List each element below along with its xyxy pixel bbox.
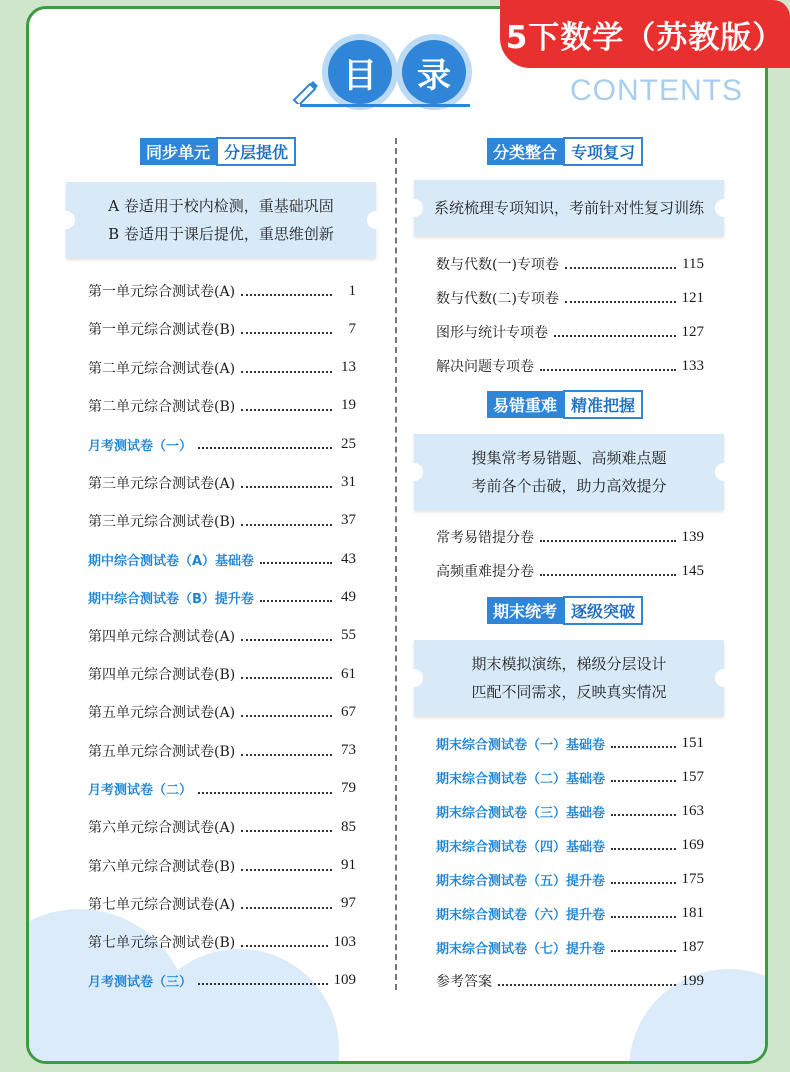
toc-entry[interactable] — [88, 509, 356, 533]
dot-leader — [611, 780, 675, 782]
toc-entry[interactable] — [436, 901, 704, 925]
section-heading-sync-units — [140, 138, 296, 164]
toc-entry-title: 解决问题专项卷 — [436, 359, 534, 375]
toc-entry[interactable] — [88, 700, 356, 724]
toc-entry-page: 31 — [341, 474, 356, 490]
toc-entry[interactable] — [88, 279, 356, 303]
toc-entry-page: 25 — [341, 435, 356, 452]
toc-entry-page: 169 — [681, 836, 704, 853]
note-line: 期末模拟演练，梯级分层设计 — [471, 655, 667, 673]
dot-leader — [241, 371, 332, 373]
dot-leader — [241, 754, 332, 756]
dot-leader — [198, 983, 327, 985]
toc-entry[interactable] — [88, 930, 356, 954]
dot-leader — [540, 540, 676, 542]
dot-leader — [241, 639, 332, 641]
toc-entry-title: 第四单元综合测试卷(A) — [88, 628, 236, 645]
toc-entry-title: 高频重难提分卷 — [436, 564, 534, 580]
dot-leader — [611, 814, 675, 816]
dot-leader — [198, 447, 332, 449]
toc-entry-page: 55 — [341, 627, 356, 644]
column-divider — [395, 138, 397, 990]
section-note — [66, 182, 376, 258]
toc-entry[interactable] — [436, 969, 704, 993]
toc-entry[interactable] — [88, 854, 356, 878]
toc-entry[interactable] — [436, 867, 704, 891]
toc-entry[interactable] — [436, 320, 704, 344]
toc-entry-title: 常考易错提分卷 — [436, 530, 534, 546]
section-note — [414, 434, 724, 510]
toc-entry-page: 199 — [681, 972, 704, 989]
section-heading-error-prone — [487, 391, 643, 417]
section-heading-primary: 期末统考 — [487, 597, 563, 624]
dot-leader — [565, 267, 676, 269]
toc-entry-title: 参考答案 — [436, 974, 492, 990]
toc-entry-page: 61 — [341, 665, 356, 682]
toc-entry-page: 49 — [341, 588, 356, 605]
toc-entry-title: 第三单元综合测试卷(A) — [88, 475, 236, 492]
section-heading-primary: 分类整合 — [487, 138, 563, 165]
toc-entry-page: 115 — [682, 255, 704, 272]
note-line: 匹配不同需求，反映真实情况 — [471, 683, 667, 701]
dot-leader — [554, 335, 676, 337]
toc-entry-page: 121 — [681, 289, 704, 306]
toc-entry-page: 43 — [341, 550, 356, 567]
toc-entry[interactable] — [436, 935, 704, 959]
dot-leader — [241, 907, 332, 909]
note-line: 考前各个击破，助力高效提分 — [471, 477, 667, 495]
toc-entry-title: 第六单元综合测试卷(A) — [88, 820, 236, 837]
pen-icon — [290, 78, 320, 104]
toc-entry-page: 127 — [681, 323, 704, 340]
toc-entry[interactable] — [436, 765, 704, 789]
toc-entry[interactable] — [88, 585, 356, 609]
title-underline — [300, 104, 470, 107]
note-line: 搜集常考易错题、高频难点题 — [471, 449, 667, 467]
toc-entry-page: 13 — [341, 359, 356, 376]
dot-leader — [241, 869, 332, 871]
toc-entry-page: 109 — [333, 971, 356, 988]
toc-entry-page: 7 — [348, 320, 356, 337]
toc-entry[interactable] — [436, 731, 704, 755]
section-heading-primary: 同步单元 — [140, 138, 216, 165]
toc-entry-page: 97 — [341, 895, 356, 912]
dot-leader — [611, 882, 675, 884]
toc-entry-page: 37 — [341, 512, 356, 529]
section-heading-secondary: 专项复习 — [563, 137, 643, 166]
section-note — [414, 640, 724, 716]
note-line: B 卷适用于课后提优，重思维创新 — [108, 225, 334, 243]
toc-entry[interactable] — [88, 739, 356, 763]
toc-entry-title: 第五单元综合测试卷(B) — [88, 743, 236, 760]
toc-entry-title: 期末综合测试卷（二）基础卷 — [436, 771, 606, 787]
toc-entry-title: 第五单元综合测试卷(A) — [88, 705, 236, 722]
toc-entry-title: 图形与统计专项卷 — [436, 325, 548, 341]
toc-entry[interactable] — [88, 662, 356, 686]
toc-entry-title: 数与代数(一)专项卷 — [436, 257, 559, 273]
toc-entry[interactable] — [88, 892, 356, 916]
toc-entry-title: 期末综合测试卷（三）基础卷 — [436, 805, 606, 821]
toc-entry-page: 1 — [348, 282, 356, 299]
dot-leader — [241, 715, 332, 717]
dot-leader — [498, 984, 676, 986]
toc-entry[interactable] — [88, 317, 356, 341]
toc-entry-page: 181 — [681, 904, 704, 921]
note-line: 系统梳理专项知识，考前针对性复习训练 — [433, 199, 704, 217]
toc-entry[interactable] — [436, 286, 704, 310]
dot-leader — [611, 848, 675, 850]
toc-entry-title: 第一单元综合测试卷(A) — [88, 284, 236, 300]
toc-entry[interactable] — [436, 354, 704, 378]
grade-badge: 5下数学（苏教版） — [500, 0, 790, 68]
toc-entry-page: 187 — [681, 938, 704, 955]
dot-leader — [565, 301, 676, 303]
toc-entry-title: 月考测试卷（一） — [88, 438, 193, 454]
toc-entry[interactable] — [88, 356, 356, 380]
toc-entry[interactable] — [436, 252, 704, 276]
dot-leader — [241, 524, 332, 526]
toc-entry[interactable] — [436, 799, 704, 823]
toc-entry-page: 163 — [681, 802, 704, 819]
toc-entry-title: 第四单元综合测试卷(B) — [88, 667, 236, 683]
toc-entry[interactable] — [88, 624, 356, 648]
section-heading-primary: 易错重难 — [487, 391, 563, 418]
section-heading-secondary: 精准把握 — [563, 390, 643, 419]
toc-entry-page: 157 — [681, 768, 704, 785]
toc-entry[interactable] — [88, 815, 356, 839]
dot-leader — [611, 916, 675, 918]
toc-entry-page: 175 — [681, 870, 704, 887]
dot-leader — [611, 746, 675, 748]
section-heading-secondary: 分层提优 — [216, 137, 296, 166]
toc-entry[interactable] — [436, 559, 704, 583]
toc-entry-page: 139 — [681, 528, 704, 545]
title-char-2: 录 — [402, 40, 466, 104]
dot-leader — [260, 562, 332, 564]
toc-entry-title: 期末综合测试卷（五）提升卷 — [436, 873, 606, 889]
toc-entry[interactable] — [88, 968, 356, 992]
dot-leader — [260, 600, 332, 602]
toc-entry-title: 月考测试卷（三） — [88, 974, 193, 990]
dot-leader — [241, 332, 332, 334]
toc-entry-title: 第七单元综合测试卷(A) — [88, 896, 236, 913]
toc-entry-title: 第一单元综合测试卷(B) — [88, 322, 236, 339]
toc-entry[interactable] — [436, 525, 704, 549]
toc-entry-title: 期中综合测试卷（A）基础卷 — [88, 553, 255, 569]
toc-entry-page: 73 — [341, 742, 356, 759]
toc-entry-title: 第二单元综合测试卷(B) — [88, 398, 236, 415]
toc-entry-title: 第三单元综合测试卷(B) — [88, 513, 236, 530]
toc-entry-page: 19 — [341, 397, 356, 414]
title-char-1: 目 — [328, 40, 392, 104]
toc-entry-title: 期中综合测试卷（B）提升卷 — [88, 591, 254, 607]
section-note — [414, 180, 724, 236]
toc-entry-page: 85 — [341, 818, 356, 835]
dot-leader — [198, 792, 332, 794]
dot-leader — [241, 945, 327, 947]
toc-entry-page: 133 — [681, 357, 704, 374]
section-heading-secondary: 逐级突破 — [563, 596, 643, 625]
toc-entry-page: 145 — [681, 562, 704, 579]
toc-entry-title: 数与代数(二)专项卷 — [436, 291, 559, 307]
toc-entry[interactable] — [88, 471, 356, 495]
section-heading-special-review — [487, 138, 643, 164]
toc-entry[interactable] — [436, 833, 704, 857]
toc-entry-title: 期末综合测试卷（六）提升卷 — [436, 907, 606, 923]
toc-entry[interactable] — [88, 432, 356, 456]
toc-entry-title: 月考测试卷（二） — [88, 783, 193, 799]
dot-leader — [241, 294, 332, 296]
toc-entry-title: 期末综合测试卷（一）基础卷 — [436, 737, 606, 753]
toc-entry[interactable] — [88, 547, 356, 571]
toc-entry-page: 79 — [341, 780, 356, 797]
toc-entry-title: 第六单元综合测试卷(B) — [88, 858, 236, 875]
toc-entry-page: 103 — [333, 933, 356, 950]
toc-entry-title: 第七单元综合测试卷(B) — [88, 935, 236, 952]
toc-entry-title: 期末综合测试卷（七）提升卷 — [436, 941, 606, 957]
toc-entry-page: 91 — [341, 857, 356, 873]
toc-entry-title: 第二单元综合测试卷(A) — [88, 360, 236, 377]
dot-leader — [611, 950, 675, 952]
dot-leader — [241, 486, 332, 488]
dot-leader — [241, 677, 332, 679]
section-heading-final-exam — [487, 597, 643, 623]
toc-entry[interactable] — [88, 394, 356, 418]
dot-leader — [540, 574, 676, 576]
toc-entry-page: 151 — [681, 734, 704, 751]
contents-subtitle: CONTENTS — [570, 74, 743, 107]
dot-leader — [241, 830, 332, 832]
toc-entry[interactable] — [88, 777, 356, 801]
toc-entry-title: 期末综合测试卷（四）基础卷 — [436, 839, 606, 855]
note-line: A 卷适用于校内检测，重基础巩固 — [108, 197, 334, 215]
toc-entry-page: 67 — [341, 703, 356, 720]
dot-leader — [241, 409, 332, 411]
dot-leader — [540, 369, 676, 371]
